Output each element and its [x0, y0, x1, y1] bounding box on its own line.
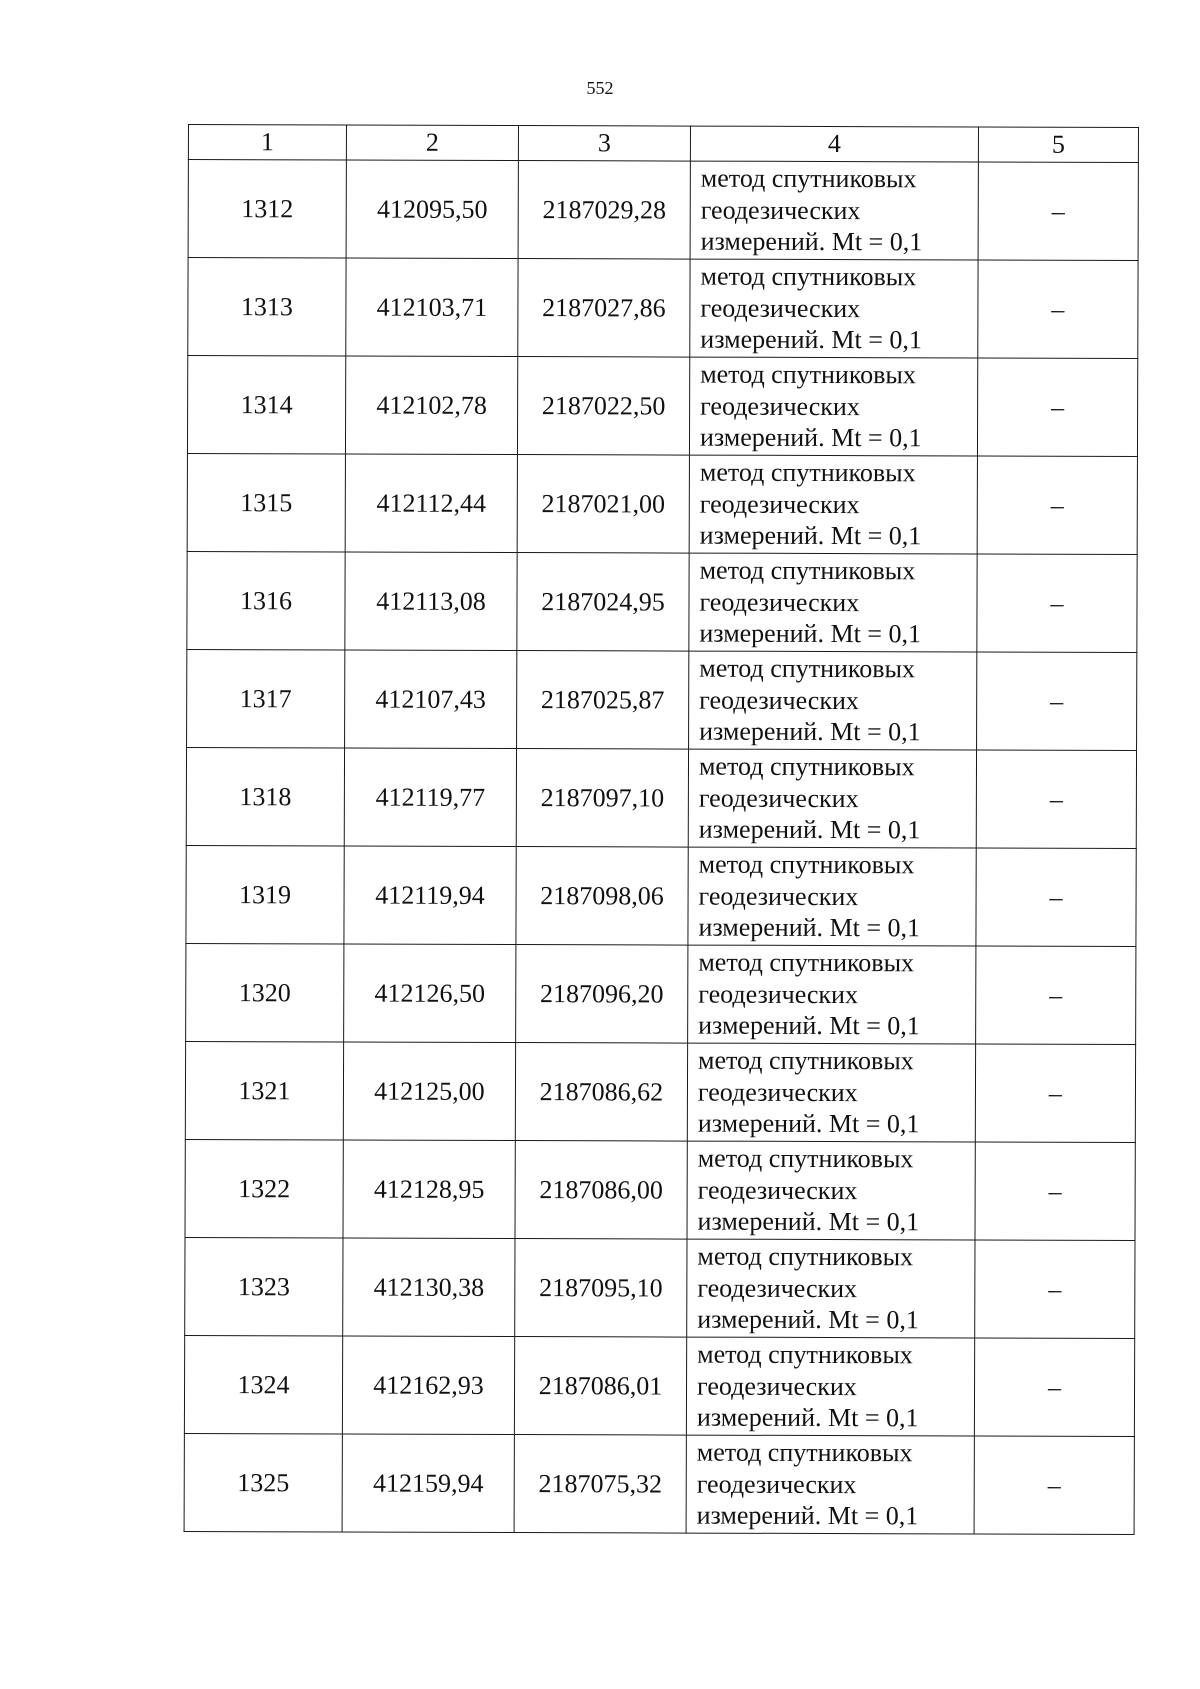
y-coordinate-cell: 2187075,32 [514, 1435, 686, 1534]
x-coordinate-cell: 412119,94 [344, 846, 516, 945]
method-text-line: измерений. Mt = 0,1 [696, 1500, 919, 1531]
method-text-line: измерений. Mt = 0,1 [699, 618, 922, 649]
y-coordinate-cell: 2187098,06 [516, 847, 688, 946]
y-coordinate-cell: 2187029,28 [518, 161, 690, 260]
method-text-line: геодезических [696, 1469, 857, 1499]
x-coordinate-cell: 412113,08 [345, 552, 517, 651]
note-cell: – [974, 1338, 1134, 1437]
method-text-line: измерений. Mt = 0,1 [698, 1010, 920, 1041]
table-body [184, 160, 1138, 1535]
column-header-4: 4 [690, 126, 978, 162]
x-coordinate-cell: 412159,94 [342, 1434, 514, 1533]
method-cell [688, 847, 976, 946]
table-row [188, 258, 1138, 359]
table-row [187, 453, 1137, 554]
table-row [185, 1237, 1135, 1338]
coordinates-table [184, 124, 1139, 1535]
y-coordinate-cell: 2187086,00 [515, 1141, 687, 1240]
note-cell: – [975, 1044, 1135, 1143]
method-cell [690, 259, 978, 358]
method-text-line: метод спутниковых [700, 163, 917, 194]
x-coordinate-cell: 412095,50 [346, 160, 518, 259]
method-text-line: измерений. Mt = 0,1 [700, 226, 923, 257]
method-cell [688, 945, 976, 1044]
point-number-cell: 1320 [186, 943, 344, 1041]
method-cell [686, 1337, 974, 1436]
x-coordinate-cell: 412162,93 [342, 1336, 514, 1435]
method-cell [690, 161, 978, 260]
method-cell [689, 651, 977, 750]
note-cell: – [975, 1142, 1135, 1241]
method-text-line: геодезических [699, 685, 859, 715]
method-text-line: геодезических [699, 587, 860, 617]
y-coordinate-cell: 2187086,01 [514, 1337, 686, 1436]
method-text-line: геодезических [697, 1273, 858, 1303]
note-cell: – [974, 1436, 1134, 1535]
x-coordinate-cell: 412103,71 [346, 258, 518, 357]
point-number-cell: 1318 [186, 747, 344, 845]
method-cell [688, 749, 976, 848]
method-text-line: измерений. Mt = 0,1 [697, 1206, 920, 1237]
method-cell [687, 1043, 975, 1142]
y-coordinate-cell: 2187025,87 [517, 651, 689, 750]
point-number-cell: 1321 [185, 1041, 343, 1139]
method-text-line: метод спутниковых [698, 751, 915, 782]
point-number-cell: 1323 [185, 1237, 343, 1335]
note-cell: – [976, 848, 1136, 947]
table-row [184, 1433, 1134, 1534]
method-text-line: геодезических [700, 391, 860, 421]
x-coordinate-cell: 412125,00 [343, 1042, 515, 1141]
method-text-line: измерений. Mt = 0,1 [699, 520, 922, 551]
point-number-cell: 1312 [188, 160, 346, 258]
method-text-line: геодезических [700, 293, 861, 323]
table-row [187, 649, 1137, 750]
note-cell: – [977, 456, 1137, 555]
column-header-1: 1 [188, 125, 346, 160]
method-text-line: метод спутниковых [698, 1045, 914, 1076]
note-cell: – [978, 260, 1138, 359]
point-number-cell: 1322 [185, 1139, 343, 1237]
y-coordinate-cell: 2187095,10 [515, 1239, 687, 1338]
y-coordinate-cell: 2187086,62 [515, 1043, 687, 1142]
method-text-line: измерений. Mt = 0,1 [699, 716, 921, 747]
x-coordinate-cell: 412107,43 [345, 650, 517, 749]
table-row [185, 1139, 1135, 1240]
point-number-cell: 1313 [188, 258, 346, 356]
note-cell: – [977, 652, 1137, 751]
header-row [188, 125, 1138, 163]
y-coordinate-cell: 2187022,50 [517, 357, 689, 456]
method-text-line: геодезических [700, 195, 861, 225]
method-text-line: геодезических [699, 489, 860, 519]
method-cell [689, 553, 977, 652]
table-row [188, 160, 1138, 261]
method-text-line: метод спутниковых [697, 1339, 913, 1370]
method-text-line: измерений. Mt = 0,1 [696, 1402, 919, 1433]
method-text-line: измерений. Mt = 0,1 [697, 1304, 919, 1335]
table-row [186, 943, 1136, 1044]
x-coordinate-cell: 412112,44 [345, 454, 517, 553]
method-text-line: метод спутниковых [697, 1241, 914, 1272]
page-number: 552 [586, 78, 614, 98]
point-number-cell: 1316 [187, 551, 345, 649]
y-coordinate-cell: 2187096,20 [516, 945, 688, 1044]
method-text-line: метод спутниковых [699, 653, 916, 684]
x-coordinate-cell: 412119,77 [344, 748, 516, 847]
method-text-line: геодезических [696, 1371, 857, 1401]
point-number-cell: 1314 [187, 356, 345, 454]
table-row [185, 1041, 1135, 1142]
y-coordinate-cell: 2187027,86 [518, 259, 690, 358]
method-text-line: геодезических [698, 783, 859, 813]
y-coordinate-cell: 2187021,00 [517, 455, 689, 554]
method-text-line: метод спутниковых [699, 555, 916, 586]
method-cell [687, 1239, 975, 1338]
table-row [187, 356, 1137, 457]
table-row [186, 747, 1136, 848]
point-number-cell: 1325 [184, 1433, 342, 1531]
method-text-line: метод спутниковых [698, 849, 915, 880]
method-text-line: метод спутниковых [698, 947, 915, 978]
method-cell [689, 455, 977, 554]
column-header-5: 5 [978, 127, 1138, 163]
table-row [187, 551, 1137, 652]
method-text-line: геодезических [698, 881, 859, 911]
x-coordinate-cell: 412128,95 [343, 1140, 515, 1239]
point-number-cell: 1324 [184, 1335, 342, 1433]
note-cell: – [975, 1240, 1135, 1339]
table-row [186, 845, 1136, 946]
method-text-line: метод спутниковых [696, 1437, 913, 1468]
y-coordinate-cell: 2187024,95 [517, 553, 689, 652]
method-text-line: геодезических [697, 1077, 858, 1107]
y-coordinate-cell: 2187097,10 [516, 749, 688, 848]
method-text-line: измерений. Mt = 0,1 [697, 1108, 920, 1139]
table-row [184, 1335, 1134, 1436]
method-text-line: метод спутниковых [700, 261, 917, 292]
column-header-3: 3 [518, 126, 690, 162]
x-coordinate-cell: 412126,50 [344, 944, 516, 1043]
method-text-line: измерений. Mt = 0,1 [699, 422, 922, 453]
point-number-cell: 1315 [187, 453, 345, 551]
note-cell: – [976, 946, 1136, 1045]
method-text-line: метод спутниковых [697, 1143, 914, 1174]
method-text-line: измерений. Mt = 0,1 [698, 814, 921, 845]
note-cell: – [977, 554, 1137, 653]
method-text-line: метод спутниковых [699, 457, 916, 488]
note-cell: – [976, 750, 1136, 849]
method-cell [687, 1141, 975, 1240]
method-text-line: геодезических [697, 1175, 858, 1205]
note-cell: – [977, 358, 1137, 457]
table-header [188, 125, 1138, 163]
method-cell [689, 357, 977, 456]
method-text-line: измерений. Mt = 0,1 [700, 324, 922, 355]
point-number-cell: 1317 [187, 649, 345, 747]
method-text-line: метод спутниковых [700, 359, 916, 390]
method-text-line: геодезических [698, 979, 859, 1009]
x-coordinate-cell: 412130,38 [343, 1238, 515, 1337]
point-number-cell: 1319 [186, 845, 344, 943]
method-text-line: измерений. Mt = 0,1 [698, 912, 921, 943]
note-cell: – [978, 162, 1138, 261]
x-coordinate-cell: 412102,78 [345, 356, 517, 455]
method-cell [686, 1435, 974, 1534]
column-header-2: 2 [346, 125, 518, 161]
